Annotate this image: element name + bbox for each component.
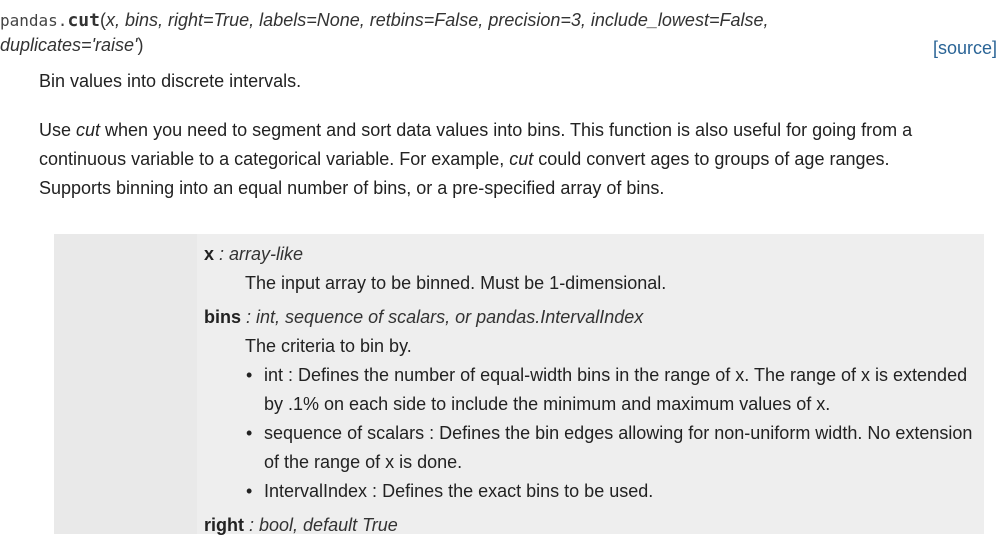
bins-bullets	[204, 361, 984, 506]
param-name: bins	[204, 307, 242, 327]
param-bins	[204, 303, 984, 332]
param-type: int, sequence of scalars, or pandas.IntervalIndex	[256, 307, 644, 327]
function-signature	[0, 8, 900, 58]
open-paren: (	[99, 10, 106, 30]
desc-text: could convert ages to groups of age ranges.	[533, 149, 890, 169]
module-prefix: pandas.	[0, 11, 68, 30]
summary: Bin values into discrete intervals.	[39, 71, 302, 91]
desc-cut: cut	[509, 149, 534, 169]
bullet-sequence: • sequence of scalars : Defines the bin edges allowing for non-uniform width. No extension of the range of x is done.	[204, 419, 984, 477]
description	[39, 116, 994, 203]
desc-text: Supports binning into an equal number of bins, or a pre-specified array of bins.	[39, 178, 665, 198]
param-type: array-like	[229, 244, 304, 264]
function-name: cut	[67, 10, 100, 31]
desc-text: continuous variable to a categorical variable. For example,	[39, 149, 510, 169]
param-sep: :	[214, 244, 230, 264]
desc-text: when you need to segment and sort data values into bins. This function is also useful for going from a	[100, 120, 913, 140]
param-name: right	[204, 515, 244, 535]
param-x	[204, 240, 984, 269]
desc-cut: cut	[76, 120, 101, 140]
param-name: x	[204, 244, 215, 264]
bullet-intervalindex: • IntervalIndex : Defines the exact bins to be used.	[204, 477, 984, 506]
param-sep: :	[244, 515, 260, 535]
signature-params-line1: x, bins, right=True, labels=None, retbins=False, precision=3, include_lowest=False,	[105, 10, 769, 30]
param-desc: The input array to be binned. Must be 1-dimensional.	[245, 273, 667, 293]
bullet-int: • int : Defines the number of equal-width bins in the range of x. The range of x is extended by .1% on each side to include the minimum and maximum values of x.	[204, 361, 984, 419]
parameters-list	[204, 240, 984, 540]
desc-text: Use	[39, 120, 77, 140]
parameters-label-cell	[54, 234, 197, 534]
source-link[interactable]: [source]	[932, 38, 997, 58]
param-sep: :	[241, 307, 257, 327]
signature-params-line2: duplicates='raise'	[0, 35, 138, 55]
close-paren: )	[137, 35, 144, 55]
param-right	[204, 511, 984, 540]
param-desc: The criteria to bin by.	[245, 336, 412, 356]
param-type: bool, default True	[259, 515, 398, 535]
